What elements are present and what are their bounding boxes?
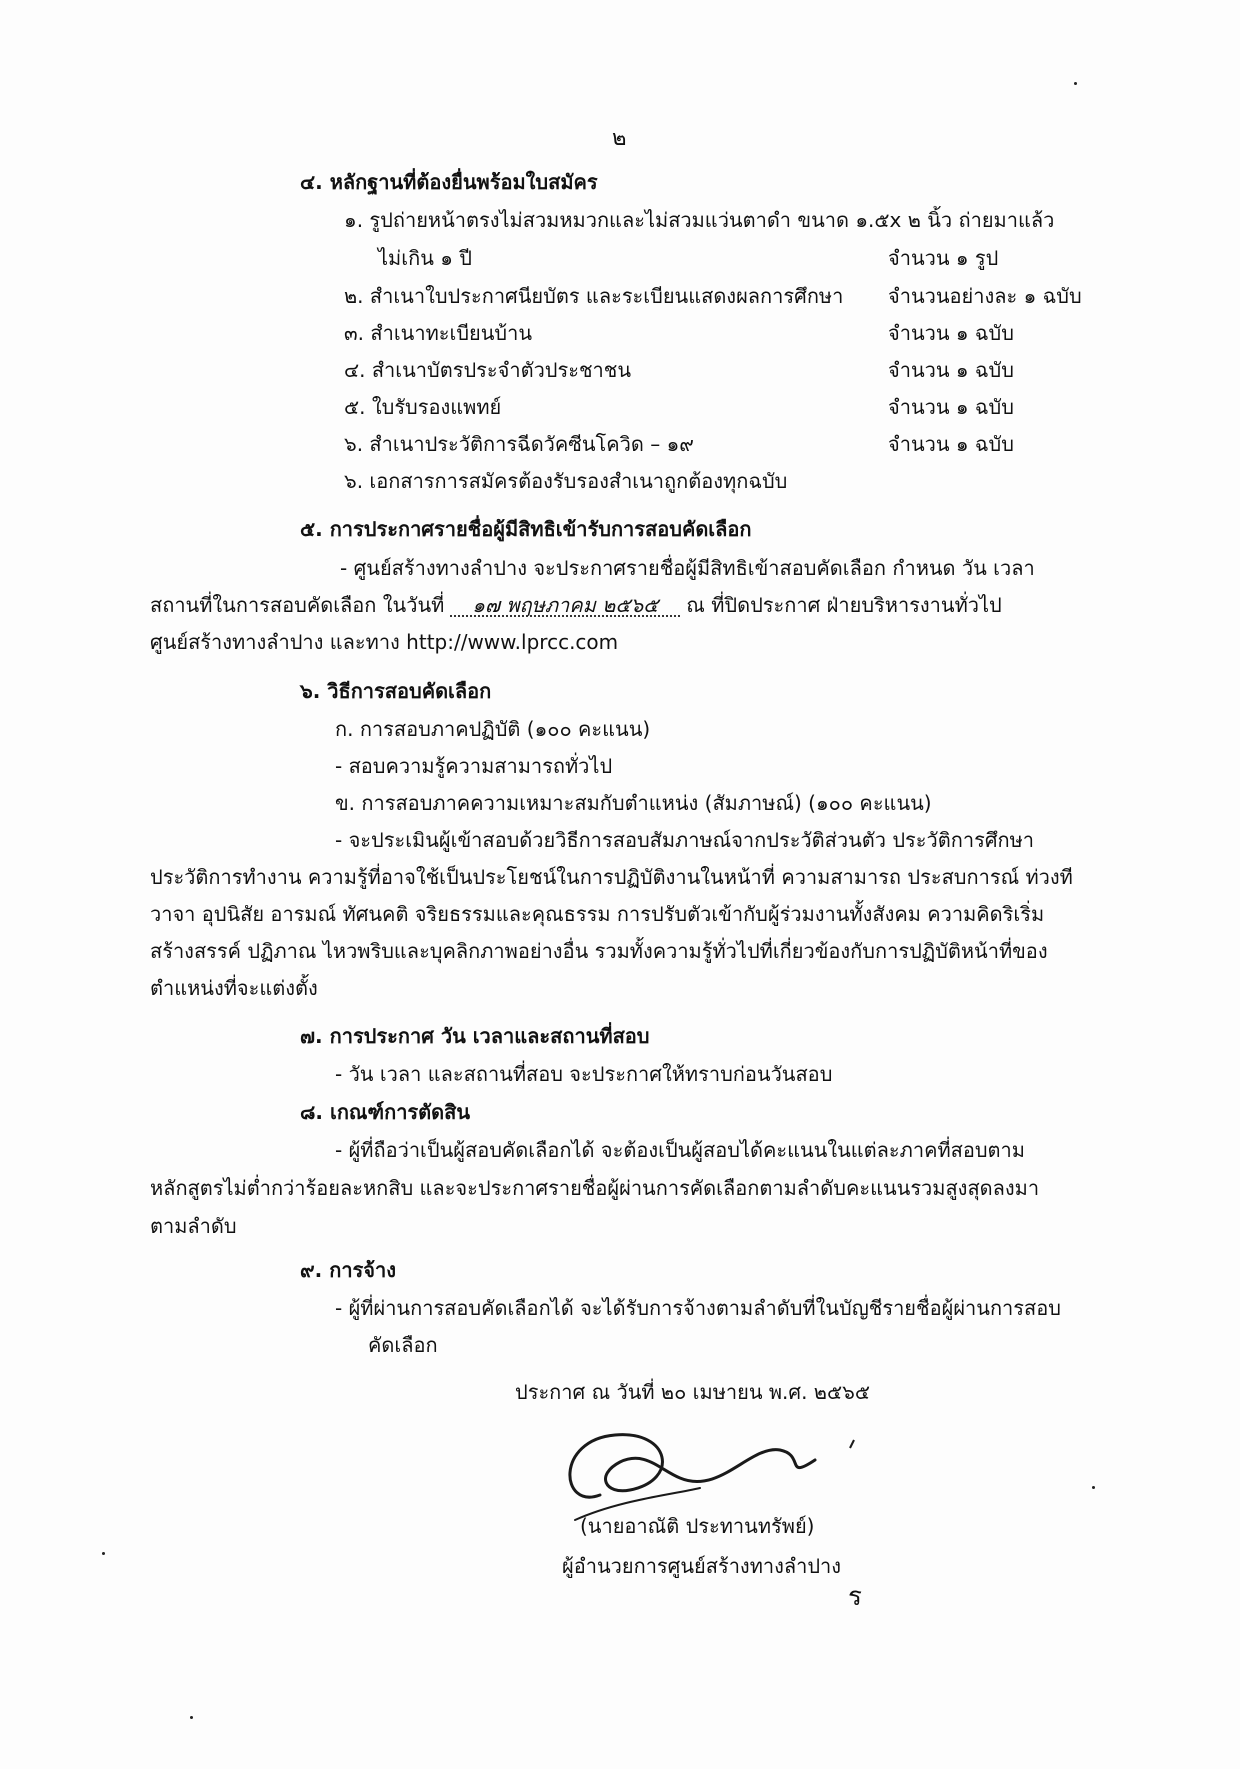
doc-item-1: ๑. รูปถ่ายหน้าตรงไม่สวมหมวกและไม่สวมแว่นตาดำ ขนาด ๑.๕x ๒ นิ้ว ถ่ายมาแล้ว xyxy=(344,208,1055,232)
scan-speck xyxy=(1092,1486,1095,1489)
section-6-item-a: ก. การสอบภาคปฏิบัติ (๑๐๐ คะแนน) xyxy=(335,717,651,741)
section-6-item-b-line-4: สร้างสรรค์ ปฏิภาณ ไหวพริบและบุคลิกภาพอย่างอื่น รวมทั้งความรู้ทั่วไปที่เกี่ยวข้องกับการปฏิบัติหน้าที่ของ xyxy=(150,939,1048,963)
doc-item-2-qty: จำนวนอย่างละ ๑ ฉบับ xyxy=(888,284,1082,308)
section-6-item-b-line-3: วาจา อุปนิสัย อารมณ์ ทัศนคติ จริยธรรมและคุณธรรม การปรับตัวเข้ากับผู้ร่วมงานทั้งสังคม ความคิดริเริ่ม xyxy=(150,902,1045,926)
section-8-line-1: - ผู้ที่ถือว่าเป็นผู้สอบคัดเลือกได้ จะต้องเป็นผู้สอบได้คะแนนในแต่ละภาคที่สอบตาม xyxy=(335,1138,1025,1162)
section-6-item-b-line-5: ตำแหน่งที่จะแต่งตั้ง xyxy=(150,976,318,1000)
doc-item-6: ๖. สำเนาประวัติการฉีดวัคซีนโควิด – ๑๙ xyxy=(344,432,694,456)
scan-speck xyxy=(190,1716,193,1719)
section-6-item-b-line-2: ประวัติการทำงาน ความรู้ที่อาจใช้เป็นประโยชน์ในการปฏิบัติงานในหน้าที่ ความสามารถ ประสบการณ์ ท่วงที xyxy=(150,865,1073,889)
section-9-line-1: - ผู้ที่ผ่านการสอบคัดเลือกได้ จะได้รับการจ้างตามลำดับที่ในบัญชีรายชื่อผู้ผ่านการสอบ xyxy=(335,1296,1061,1320)
section-9-line-2: คัดเลือก xyxy=(368,1333,438,1357)
section-5-line-2-start: สถานที่ในการสอบคัดเลือก ในวันที่ xyxy=(150,593,445,617)
section-6-item-b-line-1: - จะประเมินผู้เข้าสอบด้วยวิธีการสอบสัมภาษณ์จากประวัติส่วนตัว ประวัติการศึกษา xyxy=(335,828,1035,852)
section-5-line-2 xyxy=(150,595,1002,617)
section-6-item-b: ข. การสอบภาคความเหมาะสมกับตำแหน่ง (สัมภาษณ์) (๑๐๐ คะแนน) xyxy=(335,791,932,815)
doc-item-7: ๖. เอกสารการสมัครต้องรับรองสำเนาถูกต้องทุกฉบับ xyxy=(344,469,788,493)
doc-item-4: ๔. สำเนาบัตรประจำตัวประชาชน xyxy=(344,358,632,382)
doc-item-1-qty: จำนวน ๑ รูป xyxy=(888,246,999,270)
section-5-line-2-end: ณ ที่ปิดประกาศ ฝ่ายบริหารงานทั่วไป xyxy=(686,593,1002,617)
doc-item-3: ๓. สำเนาทะเบียนบ้าน xyxy=(344,321,533,345)
announcement-date-field: ๑๗ พฤษภาคม ๒๕๖๕ xyxy=(450,595,680,617)
doc-item-2: ๒. สำเนาใบประกาศนียบัตร และระเบียนแสดงผลการศึกษา xyxy=(344,284,844,308)
scan-speck xyxy=(1074,82,1077,85)
section-6-item-a-detail: - สอบความรู้ความสามารถทั่วไป xyxy=(335,754,613,778)
doc-item-4-qty: จำนวน ๑ ฉบับ xyxy=(888,358,1014,382)
signer-title: ผู้อำนวยการศูนย์สร้างทางลำปาง xyxy=(562,1554,842,1578)
signer-name: (นายอาณัติ ประทานทรัพย์) xyxy=(580,1514,815,1538)
doc-item-3-qty: จำนวน ๑ ฉบับ xyxy=(888,321,1014,345)
section-7-heading: ๗. การประกาศ วัน เวลาและสถานที่สอบ xyxy=(300,1024,650,1048)
section-5-heading: ๕. การประกาศรายชื่อผู้มีสิทธิเข้ารับการสอบคัดเลือก xyxy=(300,517,752,541)
doc-item-1-cont: ไม่เกิน ๑ ปี xyxy=(378,246,472,270)
doc-item-5-qty: จำนวน ๑ ฉบับ xyxy=(888,395,1014,419)
section-5-line-3: ศูนย์สร้างทางลำปาง และทาง http://www.lprcc.com xyxy=(150,630,619,654)
announcement-date: ประกาศ ณ วันที่ ๒๐ เมษายน พ.ศ. ๒๕๖๕ xyxy=(515,1380,870,1404)
section-7-line: - วัน เวลา และสถานที่สอบ จะประกาศให้ทราบก่อนวันสอบ xyxy=(335,1062,833,1086)
section-9-heading: ๙. การจ้าง xyxy=(300,1258,397,1282)
section-5-line-1: - ศูนย์สร้างทางลำปาง จะประกาศรายชื่อผู้มีสิทธิเข้าสอบคัดเลือก กำหนด วัน เวลา xyxy=(340,556,1035,580)
section-8-line-2: หลักสูตรไม่ต่ำกว่าร้อยละหกสิบ และจะประกาศรายชื่อผู้ผ่านการคัดเลือกตามลำดับคะแนนรวมสูงสุดลงมา xyxy=(150,1176,1040,1200)
page-number: ๒ xyxy=(612,126,627,151)
doc-item-5: ๕. ใบรับรองแพทย์ xyxy=(344,395,502,419)
initial-mark: ร xyxy=(848,1582,862,1612)
scan-speck xyxy=(102,1552,105,1555)
section-8-line-3: ตามลำดับ xyxy=(150,1214,237,1238)
section-6-heading: ๖. วิธีการสอบคัดเลือก xyxy=(300,679,492,703)
section-4-heading: ๔. หลักฐานที่ต้องยื่นพร้อมใบสมัคร xyxy=(300,170,598,194)
section-8-heading: ๘. เกณฑ์การตัดสิน xyxy=(300,1100,471,1124)
doc-item-6-qty: จำนวน ๑ ฉบับ xyxy=(888,432,1014,456)
